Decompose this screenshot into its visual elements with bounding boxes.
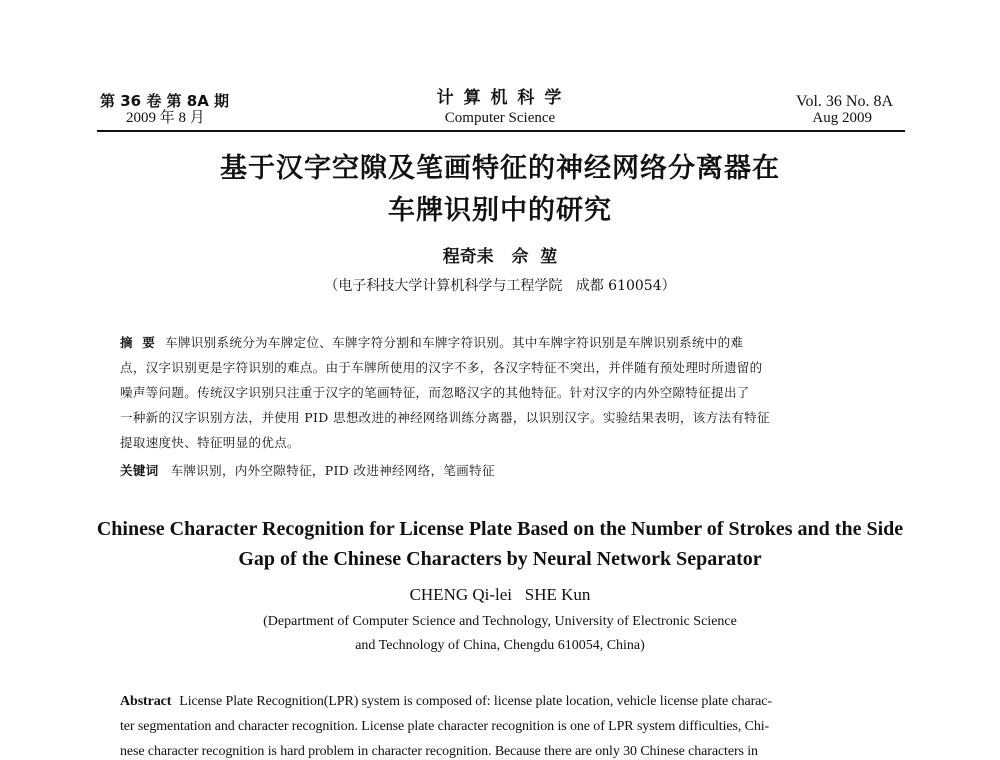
authors-en: CHENG Qi-lei SHE Kun (409, 585, 591, 604)
affiliation-en-line-2: and Technology of China, Chengdu 610054, China) (355, 638, 645, 653)
abstract-en-line-2: ter segmentation and character recognition. License plate character recognition is one of LPR system difficulties, Chi- (120, 719, 770, 734)
header-date-cn: 2009 年 8 月 (126, 110, 205, 126)
title-cn-line-2: 车牌识别中的研究 (388, 195, 612, 226)
abstract-cn-line-2: 点，汉字识别更是字符识别的难点。由于车牌所使用的汉字不多，各汉字特征不突出，并伴随有预处理时所遗留的 (120, 360, 763, 375)
abstract-en-text-1: License Plate Recognition(LPR) system is composed of: license plate location, vehicle license plate charac- (179, 694, 772, 709)
title-en-line-1: Chinese Character Recognition for License Plate Based on the Number of Strokes and the Side (96, 518, 904, 540)
title-cn-line-1: 基于汉字空隙及笔画特征的神经网络分离器在 (220, 153, 780, 184)
keywords-cn (120, 461, 880, 481)
abstract-en-label: Abstract (120, 694, 172, 709)
abstract-cn-line-3: 噪声等问题。传统汉字识别只注重于汉字的笔画特征，而忽略汉字的其他特征。针对汉字的内外空隙特征提出了 (120, 385, 750, 400)
keywords-cn-text: 车牌识别，内外空隙特征，PID 改进神经网络，笔画特征 (170, 463, 495, 478)
header-journal-en: Computer Science (444, 110, 556, 126)
affiliation-en-line-1: (Department of Computer Science and Technology, University of Electronic Science (263, 614, 737, 629)
title-en-line-2: Gap of the Chinese Characters by Neural Network Separator (238, 548, 762, 570)
abstract-en-line-3: nese character recognition is hard problem in character recognition. Because there are only 30 Chinese characters in (120, 744, 758, 759)
abstract-cn-text-1: 车牌识别系统分为车牌定位、车牌字符分割和车牌字符识别。其中车牌字符识别是车牌识别系统中的难 (165, 335, 744, 350)
abstract-cn-line-4: 一种新的汉字识别方法，并使用 PID 思想改进的神经网络训练分离器，以识别汉字。实验结果表明，该方法有特征 (120, 410, 770, 425)
abstract-cn-line-1 (120, 333, 880, 353)
header-rule (97, 130, 905, 132)
keywords-cn-label: 关键词 (120, 463, 159, 478)
authors-cn: 程奇耒 佘 堃 (442, 247, 558, 267)
affiliation-cn: （电子科技大学计算机科学与工程学院 成都 610054） (324, 278, 676, 294)
abstract-cn-line-5: 提取速度快、特征明显的优点。 (120, 435, 300, 450)
abstract-en-line-1 (120, 694, 890, 710)
header-journal-cn: 计 算 机 科 学 (436, 88, 564, 108)
abstract-cn-label: 摘 要 (120, 335, 156, 350)
header-volume-en: Vol. 36 No. 8A (795, 93, 893, 110)
header-volume-cn: 第 36 卷 第 8A 期 (100, 92, 230, 110)
header-date-en: Aug 2009 (812, 110, 872, 126)
